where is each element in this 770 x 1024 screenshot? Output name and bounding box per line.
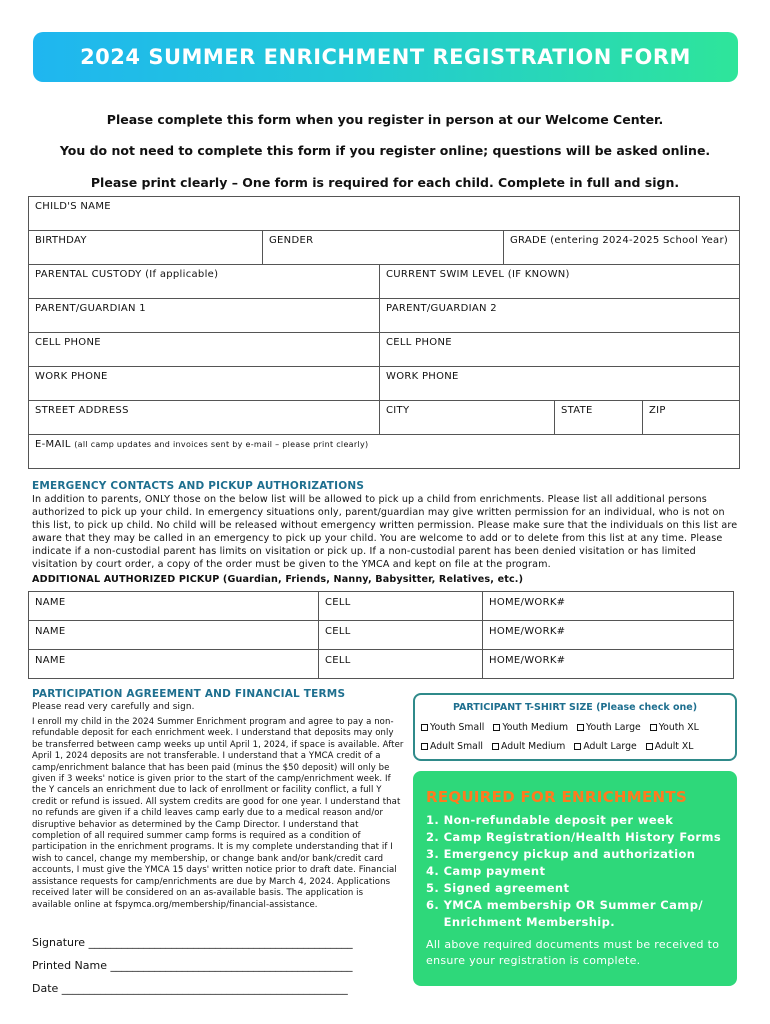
email-note: (all camp updates and invoices sent by e-mail – please print clearly) — [74, 440, 369, 449]
pickup-row — [29, 650, 734, 679]
parent-info-table — [28, 264, 740, 469]
youth-small-option[interactable] — [421, 722, 484, 733]
intro-line-1: Please complete this form when you register in person at our Welcome Center. — [106, 112, 664, 127]
custody-label: PARENTAL CUSTODY (If applicable) — [35, 269, 219, 280]
state-label: STATE — [561, 405, 593, 416]
cell2-field[interactable] — [380, 333, 740, 367]
work1-field[interactable] — [29, 367, 380, 401]
option-label: Adult XL — [654, 741, 694, 752]
form-title: 2024 SUMMER ENRICHMENT REGISTRATION FORM — [80, 45, 691, 69]
work2-label: WORK PHONE — [386, 371, 459, 382]
child-name-field[interactable] — [29, 197, 740, 231]
child-info-table — [28, 196, 740, 265]
tshirt-size-title: PARTICIPANT T-SHIRT SIZE (Please check one) — [452, 702, 698, 713]
grade-field[interactable] — [504, 231, 740, 265]
pickup-cell-field[interactable] — [319, 592, 483, 621]
required-title: REQUIRED FOR ENRICHMENTS — [426, 788, 688, 806]
additional-pickup-heading: ADDITIONAL AUTHORIZED PICKUP (Guardian, Friends, Nanny, Babysitter, Relatives, etc.) — [32, 574, 524, 585]
pickup-home-label: HOME/WORK# — [489, 597, 566, 608]
pickup-name-field[interactable] — [29, 650, 319, 679]
checkbox-icon[interactable] — [650, 724, 657, 731]
required-item: 4. Camp payment — [426, 864, 546, 878]
required-item: 2. Camp Registration/Health History Forms — [426, 830, 722, 844]
required-item: 6. YMCA membership OR Summer Camp/ — [426, 898, 703, 912]
intro-line-2: You do not need to complete this form if you register online; questions will be asked online. — [59, 143, 711, 158]
parent2-label: PARENT/GUARDIAN 2 — [386, 303, 497, 314]
tshirt-size-box — [413, 693, 737, 761]
pickup-home-label: HOME/WORK# — [489, 626, 566, 637]
pickup-name-field[interactable] — [29, 621, 319, 650]
required-item: 3. Emergency pickup and authorization — [426, 847, 696, 861]
pickup-row — [29, 621, 734, 650]
pickup-cell-label: CELL — [325, 597, 351, 608]
checkbox-icon[interactable] — [574, 743, 581, 750]
checkbox-icon[interactable] — [493, 724, 500, 731]
option-label: Youth XL — [658, 722, 699, 733]
checkbox-icon[interactable] — [492, 743, 499, 750]
youth-medium-option[interactable] — [493, 722, 568, 733]
pickup-name-label: NAME — [35, 655, 66, 666]
youth-size-row — [421, 722, 708, 733]
pickup-home-field[interactable] — [483, 592, 734, 621]
pickup-cell-field[interactable] — [319, 650, 483, 679]
street-field[interactable] — [29, 401, 380, 435]
required-footer: All above required documents must be received to ensure your registration is complete. — [426, 938, 720, 967]
pickup-cell-label: CELL — [325, 626, 351, 637]
city-label: CITY — [386, 405, 410, 416]
signature-line[interactable]: Signature ________________________________________________ — [32, 936, 353, 949]
youth-large-option[interactable] — [577, 722, 641, 733]
zip-label: ZIP — [649, 405, 666, 416]
emergency-body: In addition to parents, ONLY those on the below list will be allowed to pick up a child from enrichments. Please list all additional persons authorized to pick up your child. In emergency situations only, parent/guardian may give written permission for an individual, who is not on this list, to pick up child. No child will be released without emergency written permission. Please make sure that the individuals on this list are aware that they may be called in an emergency to pick up your child. You are welcome to add or to delete from this list at any time. Please indicate if a non-custodial parent has limits on visitation or pick up. If a non-custodial parent has been denied visitation or has limited visitation by court order, a copy of the order must be given to the YMCA and kept on file at the program. — [32, 494, 738, 570]
email-label: E-MAIL — [35, 439, 71, 450]
gender-field[interactable] — [263, 231, 504, 265]
pickup-table — [28, 591, 734, 679]
adult-medium-option[interactable] — [492, 741, 565, 752]
custody-field[interactable] — [29, 265, 380, 299]
work1-label: WORK PHONE — [35, 371, 108, 382]
pickup-cell-field[interactable] — [319, 621, 483, 650]
required-list — [426, 812, 721, 931]
intro-line-3: Please print clearly – One form is required for each child. Complete in full and sign. — [90, 175, 680, 190]
pickup-home-label: HOME/WORK# — [489, 655, 566, 666]
pickup-home-field[interactable] — [483, 621, 734, 650]
swim-level-label: CURRENT SWIM LEVEL (IF KNOWN) — [386, 269, 570, 280]
required-box — [413, 771, 737, 986]
option-label: Youth Medium — [502, 722, 569, 733]
adult-large-option[interactable] — [574, 741, 636, 752]
birthday-field[interactable] — [29, 231, 263, 265]
option-label: Youth Small — [430, 722, 485, 733]
option-label: Adult Medium — [501, 741, 566, 752]
birthday-label: BIRTHDAY — [35, 235, 87, 246]
street-label: STREET ADDRESS — [35, 405, 129, 416]
required-item: 1. Non-refundable deposit per week — [426, 813, 674, 827]
pickup-name-field[interactable] — [29, 592, 319, 621]
pickup-name-label: NAME — [35, 626, 66, 637]
option-label: Adult Large — [583, 741, 637, 752]
child-name-label: CHILD'S NAME — [35, 201, 111, 212]
checkbox-icon[interactable] — [577, 724, 584, 731]
option-label: Adult Small — [430, 741, 483, 752]
emergency-title: EMERGENCY CONTACTS AND PICKUP AUTHORIZATIONS — [32, 480, 365, 492]
required-item: 5. Signed agreement — [426, 881, 570, 895]
adult-size-row — [421, 741, 702, 752]
adult-small-option[interactable] — [421, 741, 483, 752]
swim-level-field[interactable] — [380, 265, 740, 299]
adult-xl-option[interactable] — [646, 741, 694, 752]
cell2-label: CELL PHONE — [386, 337, 452, 348]
checkbox-icon[interactable] — [421, 724, 428, 731]
agreement-title: PARTICIPATION AGREEMENT AND FINANCIAL TERMS — [32, 688, 346, 700]
parent2-field[interactable] — [380, 299, 740, 333]
youth-xl-option[interactable] — [650, 722, 699, 733]
pickup-name-label: NAME — [35, 597, 66, 608]
agreement-body: I enroll my child in the 2024 Summer Enrichment program and agree to pay a non-refundable deposit for each enrichment week. I understand that deposits may only be transferred between camp weeks up until April 1, 2024, if space is available. After April 1, 2024 deposits are not transferable. I understand that a YMCA credit of a camp/enrichment balance that has been paid (minus the $50 deposit) will only be given if 3 weeks' notice is given prior to the start of the camp/enrichment week. If the Y cancels an enrichment due to lack of enrollment or facility conflict, a full Y credit or refund is issued. All system credits are good for one year. I understand that no refunds are given if a child leaves camp early due to a medical reason and/or disruptive behavior as determined by the Camp Director. I understand that completion of all required summer camp forms is required as a condition of participation in the enrichment programs. It is my complete understanding that if I wish to cancel, change my membership, or change bank and/or bank/credit card accounts, I must give the YMCA 15 days' written notice prior to draft date. Financial assistance requests for camp/enrichments are due by March 4, 2024. Applications received later will be considered on an as-available basis. The application is available online at fspymca.org/membership/financial-assistance. — [32, 717, 404, 910]
pickup-row — [29, 592, 734, 621]
form-title-banner — [33, 32, 738, 82]
parent1-label: PARENT/GUARDIAN 1 — [35, 303, 146, 314]
grade-label: GRADE (entering 2024-2025 School Year) — [510, 235, 729, 246]
pickup-home-field[interactable] — [483, 650, 734, 679]
cell1-field[interactable] — [29, 333, 380, 367]
parent1-field[interactable] — [29, 299, 380, 333]
option-label: Youth Large — [586, 722, 641, 733]
work2-field[interactable] — [380, 367, 740, 401]
required-item: Enrichment Membership. — [426, 915, 616, 929]
city-field[interactable] — [380, 401, 555, 435]
state-field[interactable] — [555, 401, 643, 435]
agreement-subtitle: Please read very carefully and sign. — [32, 702, 195, 712]
email-field[interactable] — [29, 435, 740, 469]
checkbox-icon[interactable] — [646, 743, 653, 750]
printed-name-line[interactable]: Printed Name ____________________________________________ — [32, 959, 353, 972]
checkbox-icon[interactable] — [421, 743, 428, 750]
pickup-cell-label: CELL — [325, 655, 351, 666]
date-line[interactable]: Date ____________________________________________________ — [32, 982, 348, 995]
gender-label: GENDER — [269, 235, 314, 246]
cell1-label: CELL PHONE — [35, 337, 101, 348]
zip-field[interactable] — [643, 401, 740, 435]
